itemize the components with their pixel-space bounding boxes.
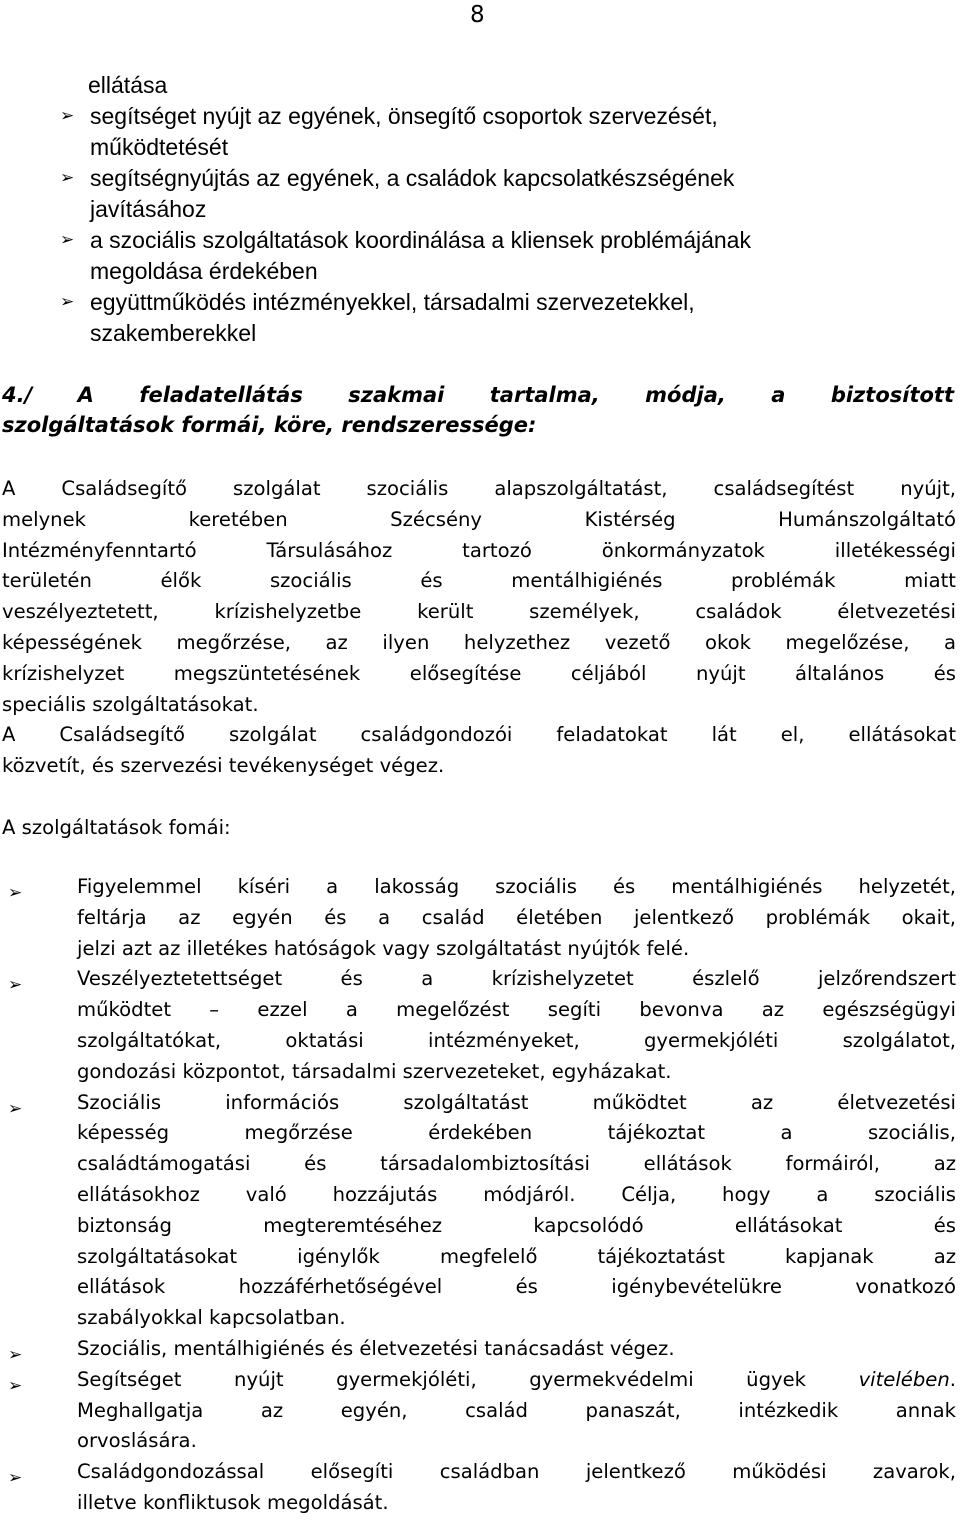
list-item-line: szolgáltatókat, oktatási intézményeket, gyermekjóléti szolgálatot, bbox=[77, 1028, 956, 1052]
arrowhead-bullet-icon: ➢ bbox=[8, 1098, 23, 1119]
list-item bbox=[60, 163, 930, 225]
list-item-line: Szociális információs szolgáltatást működtet az életvezetési bbox=[77, 1090, 956, 1114]
list-item-line: Családgondozással elősegíti családban jelentkező működési zavarok, bbox=[77, 1460, 956, 1484]
arrowhead-bullet-icon: ➢ bbox=[8, 883, 23, 903]
services-list bbox=[2, 872, 956, 1519]
list-item-line: illetve konfliktusok megoldását. bbox=[77, 1490, 389, 1514]
paragraph-line: A Családsegítő szolgálat szociális alapszolgáltatást, családsegítést nyújt, bbox=[2, 477, 956, 500]
list-item-line: javításához bbox=[90, 196, 207, 222]
list-item-text: . bbox=[949, 1367, 956, 1391]
list-item-line: segítséget nyújt az egyének, önsegítő csoportok szervezését, bbox=[90, 103, 718, 129]
list-item-line: jelzi azt az illetékes hatóságok vagy szolgáltatást nyújtók felé. bbox=[77, 936, 690, 960]
list-item-line: szabályokkal kapcsolatban. bbox=[77, 1306, 346, 1330]
list-item-line: Veszélyeztetettséget és a krízishelyzetet észlelő jelzőrendszert bbox=[77, 967, 956, 991]
list-item-line: biztonság megteremtéséhez kapcsolódó ellátásokat és bbox=[77, 1213, 956, 1237]
list-item bbox=[2, 872, 956, 964]
list-item bbox=[2, 964, 956, 1087]
list-item-italic-text: vitelében bbox=[858, 1367, 950, 1391]
services-label: A szolgáltatások fomái: bbox=[2, 816, 231, 839]
list-item-line: együttműködés intézményekkel, társadalmi szervezetekkel, bbox=[90, 289, 695, 315]
paragraph-1 bbox=[2, 474, 956, 782]
paragraph-line: Intézményfenntartó Társulásához tartozó önkormányzatok illetékességi bbox=[2, 538, 956, 562]
list-item-line: működtetését bbox=[90, 134, 229, 160]
paragraph-line: melynek keretében Szécsény Kistérség Humánszolgáltató bbox=[2, 507, 956, 531]
arrowhead-bullet-icon: ➢ bbox=[60, 292, 75, 312]
list-item-line: családtámogatási és társadalombiztosítási ellátások formáiról, az bbox=[77, 1152, 956, 1176]
arrowhead-bullet-icon: ➢ bbox=[8, 975, 23, 996]
list-item bbox=[60, 101, 930, 163]
paragraph-line: veszélyeztetett, krízishelyzetbe került személyek, családok életvezetési bbox=[2, 600, 956, 624]
arrowhead-bullet-icon: ➢ bbox=[60, 230, 75, 250]
list-item-line: Meghallgatja az egyén, család panaszát, intézkedik annak bbox=[77, 1398, 956, 1422]
arrowhead-bullet-icon: ➢ bbox=[8, 1468, 23, 1489]
page-number: 8 bbox=[470, 2, 485, 28]
list-item-line: megoldása érdekében bbox=[90, 258, 318, 284]
list-item-line: szakemberekkel bbox=[90, 320, 257, 346]
arrowhead-bullet-icon: ➢ bbox=[60, 106, 75, 126]
list-item-line: szolgáltatásokat igénylők megfelelő tájékoztatást kapjanak az bbox=[77, 1244, 956, 1268]
list-item-line: Szociális, mentálhigiénés és életvezetési tanácsadást végez. bbox=[77, 1336, 675, 1360]
paragraph-line: krízishelyzet megszüntetésének elősegítése céljából nyújt általános és bbox=[2, 661, 956, 685]
list-item-line: feltárja az egyén és a család életében jelentkező problémák okait, bbox=[77, 905, 956, 929]
section-heading-line: 4./ A feladatellátás szakmai tartalma, módja, a biztosított bbox=[2, 383, 954, 407]
section-heading bbox=[2, 380, 954, 440]
list-item bbox=[60, 225, 930, 287]
list-item-line: ellátások hozzáférhetőségével és igénybevételükre vonatkozó bbox=[77, 1275, 956, 1299]
list-continuation: ellátása bbox=[88, 72, 168, 98]
list-item bbox=[2, 1457, 956, 1519]
list-item-line: segítségnyújtás az egyének, a családok kapcsolatkészségének bbox=[90, 165, 735, 191]
list-item bbox=[2, 1365, 956, 1457]
paragraph-line: A Családsegítő szolgálat családgondozói feladatokat lát el, ellátásokat bbox=[2, 723, 956, 747]
list-item-text: Segítséget nyújt gyermekjóléti, gyermekvédelmi ügyek bbox=[77, 1367, 859, 1391]
list-item-line: képesség megőrzése érdekében tájékoztat a szociális, bbox=[77, 1121, 956, 1145]
list-item-line: működtet – ezzel a megelőzést segíti bevonva az egészségügyi bbox=[77, 998, 956, 1022]
arrowhead-bullet-icon: ➢ bbox=[8, 1375, 23, 1396]
arrowhead-bullet-icon: ➢ bbox=[60, 168, 75, 188]
list-item-line: orvoslására. bbox=[77, 1429, 197, 1453]
arrowhead-bullet-icon: ➢ bbox=[8, 1344, 23, 1365]
paragraph-line: közvetít, és szervezési tevékenységet végez. bbox=[2, 754, 445, 778]
list-item-line: Figyelemmel kíséri a lakosság szociális és mentálhigiénés helyzetét, bbox=[77, 875, 956, 898]
top-bullet-list bbox=[60, 70, 930, 349]
section-heading-line: szolgáltatások formái, köre, rendszeressége: bbox=[2, 413, 537, 437]
paragraph-line: területén élők szociális és mentálhigiénés problémák miatt bbox=[2, 569, 956, 593]
list-item-line: a szociális szolgáltatások koordinálása a kliensek problémájának bbox=[90, 227, 751, 253]
list-item bbox=[2, 1088, 956, 1334]
list-item-line: gondozási központot, társadalmi szervezeteket, egyházakat. bbox=[77, 1059, 672, 1083]
list-item bbox=[60, 287, 930, 349]
list-item-line bbox=[77, 1365, 956, 1396]
paragraph-line: speciális szolgáltatásokat. bbox=[2, 692, 259, 716]
list-item-line: ellátásokhoz való hozzájutás módjáról. Célja, hogy a szociális bbox=[77, 1182, 956, 1206]
paragraph-line: képességének megőrzése, az ilyen helyzethez vezető okok megelőzése, a bbox=[2, 630, 956, 654]
list-item bbox=[2, 1334, 956, 1365]
